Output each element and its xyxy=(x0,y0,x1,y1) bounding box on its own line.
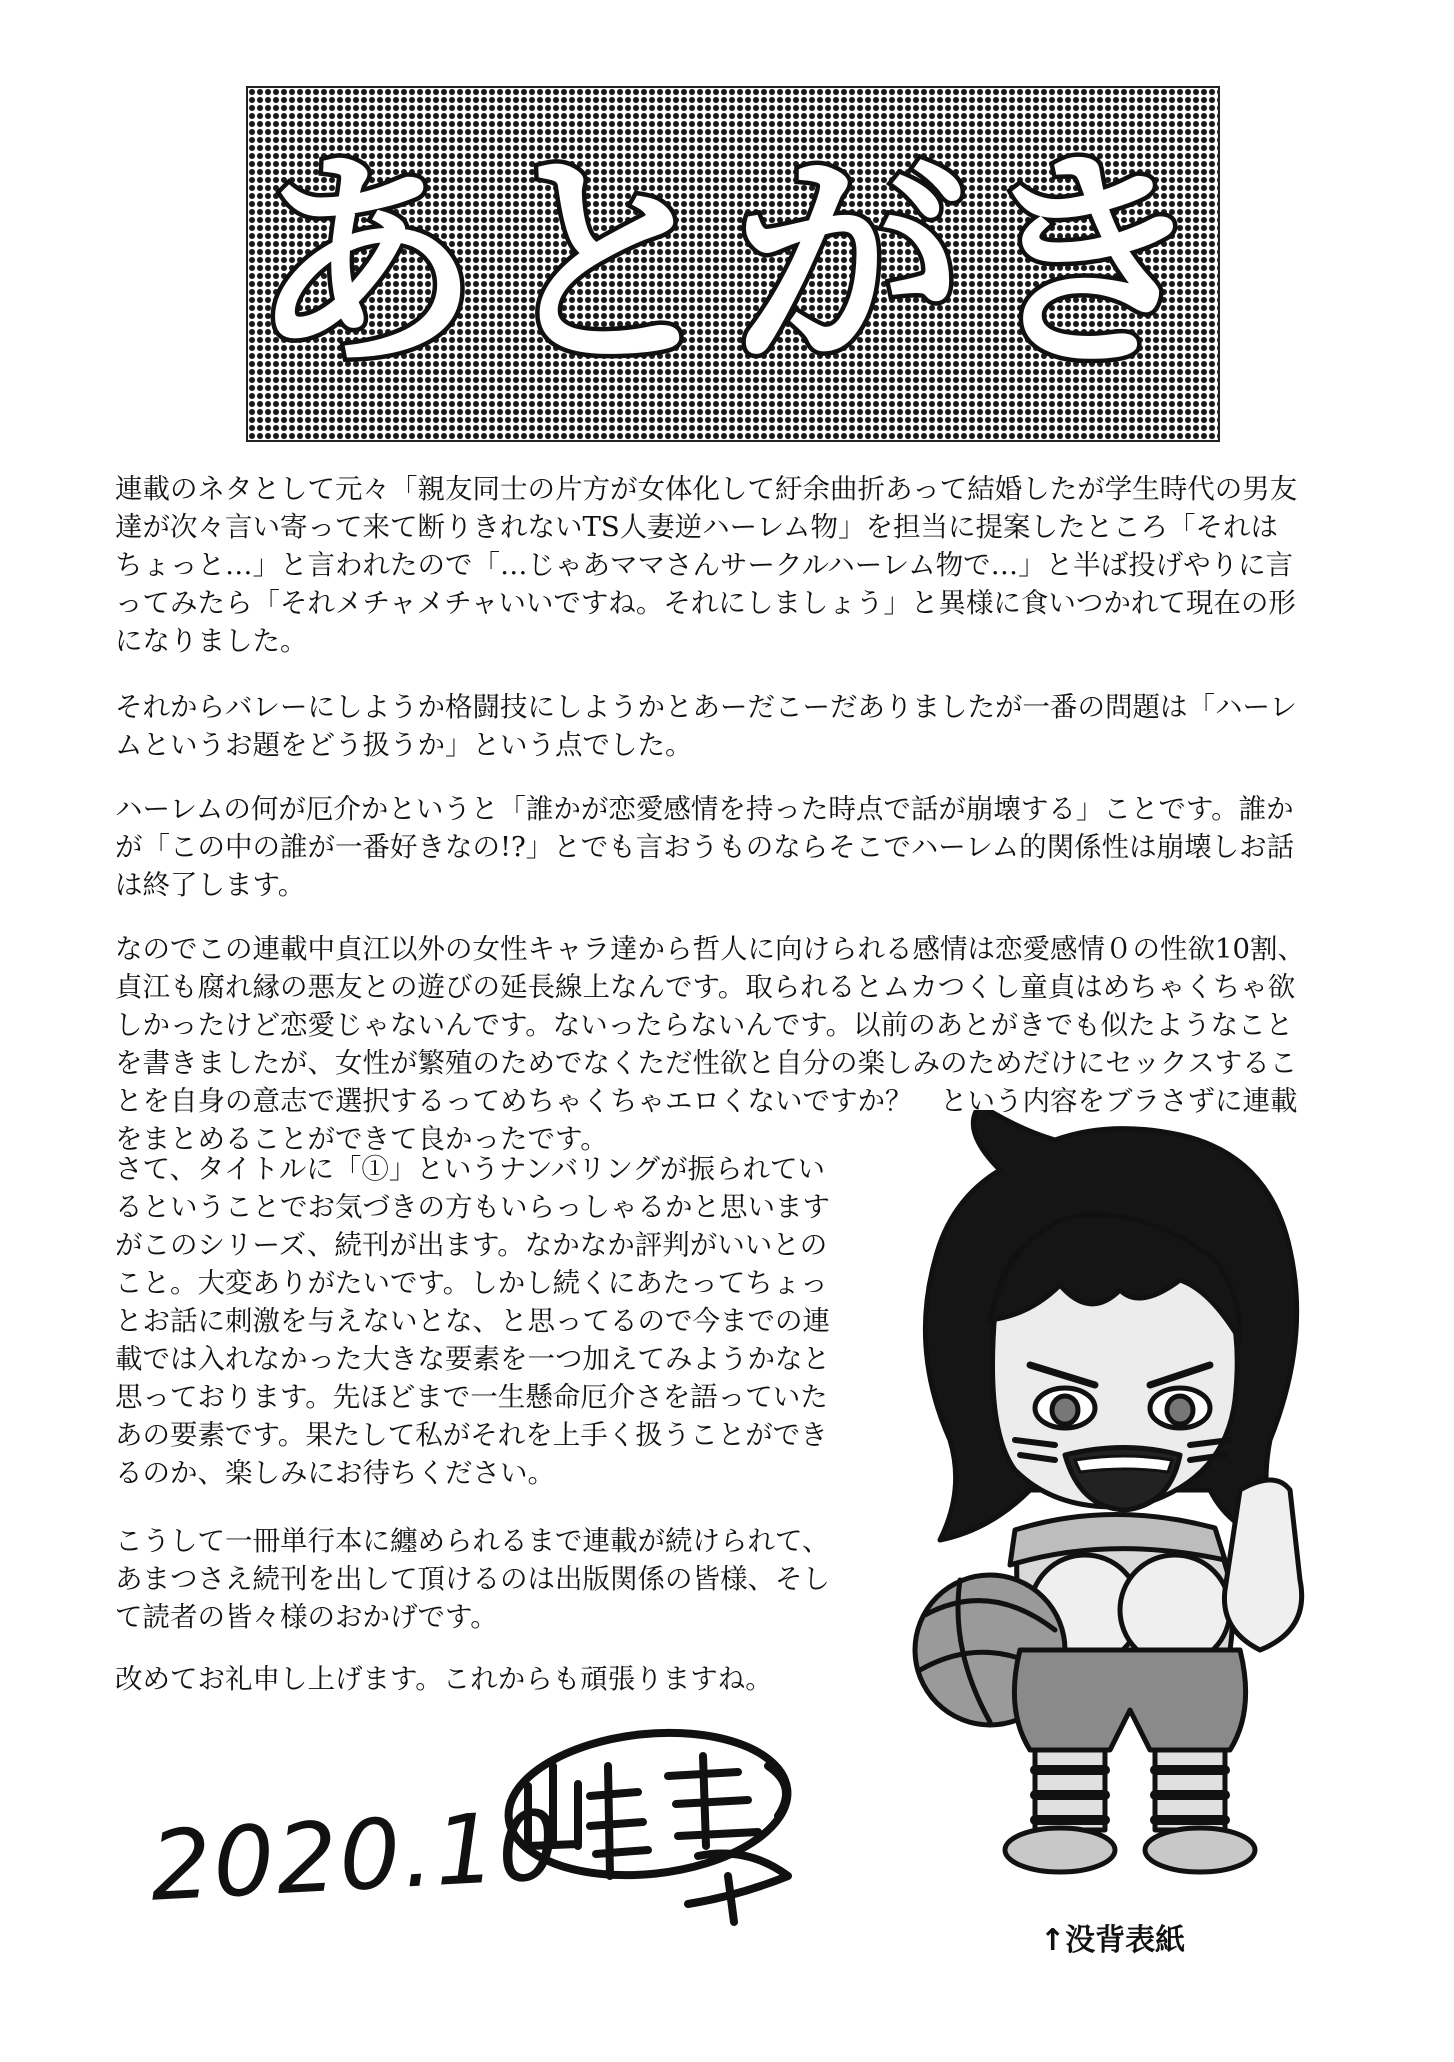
text-line: 連載のネタとして元々「親友同士の片方が女体化して紆余曲折あって結婚したが学生時代の男友 xyxy=(115,473,1298,505)
text-line: て読者の皆々様のおかげです。 xyxy=(115,1601,498,1633)
text-line: になりました。 xyxy=(115,625,308,657)
text-line: がこのシリーズ、続刊が出ます。なかなか評判がいいとの xyxy=(115,1229,828,1261)
page-title: あとがき xyxy=(248,129,1217,399)
paragraph-7 xyxy=(115,1660,773,1698)
text-line: ってみたら「それメチャメチャいいですね。それにしましょう」と異様に食いつかれて現在の形 xyxy=(115,587,1296,619)
text-line: こと。大変ありがたいです。しかし続くにあたってちょっ xyxy=(115,1267,828,1299)
text-line: とを自身の意志で選択するってめちゃくちゃエロくないですか？ という内容をブラさずに連載 xyxy=(115,1085,1298,1117)
text-line: が「この中の誰が一番好きなの!?」とでも言おうものならそこでハーレム的関係性は崩壊しお話 xyxy=(115,831,1295,863)
shorts xyxy=(1014,1650,1245,1750)
text-line: あまつさえ続刊を出して頂けるのは出版関係の皆様、そし xyxy=(115,1563,830,1595)
text-line: しかったけど恋愛じゃないんです。ないったらないんです。以前のあとがきでも似たようなこと xyxy=(115,1009,1294,1041)
text-line: ムというお題をどう扱うか」という点でした。 xyxy=(115,729,693,761)
paragraph-6 xyxy=(115,1522,830,1636)
title-banner xyxy=(246,86,1220,442)
text-line: さて、タイトルに「①」というナンバリングが振られてい xyxy=(115,1153,826,1185)
text-line: 貞江も腐れ縁の悪友との遊びの延長線上なんです。取られるとムカつくし童貞はめちゃくちゃ欲 xyxy=(115,971,1296,1003)
paragraph-3 xyxy=(115,790,1294,904)
text-line: なのでこの連載中貞江以外の女性キャラ達から哲人に向けられる感情は恋愛感情０の性欲10割、 xyxy=(115,933,1305,965)
text-line: あの要素です。果たして私がそれを上手く扱うことができ xyxy=(115,1419,828,1451)
text-line: るということでお気づきの方もいらっしゃるかと思います xyxy=(115,1191,830,1223)
text-line: をまとめることができて良かったです。 xyxy=(115,1123,608,1155)
text-line: 達が次々言い寄って来て断りきれないTS人妻逆ハーレム物」を担当に提案したところ「それは xyxy=(115,511,1279,543)
text-line: 載では入れなかった大きな要素を一つ加えてみようかなと xyxy=(115,1343,830,1375)
text-line: は終了します。 xyxy=(115,869,306,901)
character-illustration xyxy=(880,1110,1350,1910)
date-text: 2020.10 xyxy=(147,1789,564,1923)
text-line: ちょっと…」と言われたので「…じゃあママさんサークルハーレム物で…」と半ば投げやりに言 xyxy=(115,549,1294,581)
illustration-caption: ↑没背表紙 xyxy=(1040,1923,1186,1958)
text-line: 思っております。先ほどまで一生懸命厄介さを語っていた xyxy=(115,1381,828,1413)
hand xyxy=(1224,1480,1301,1650)
text-line: を書きましたが、女性が繁殖のためでなくただ性欲と自分の楽しみのためだけにセックスするこ xyxy=(115,1047,1298,1079)
text-line: それからバレーにしようか格闘技にしようかとあーだこーだありましたが一番の問題は「ハーレ xyxy=(115,691,1297,723)
text-line: こうして一冊単行本に纏められるまで連載が続けられて、 xyxy=(115,1525,830,1557)
signature-image xyxy=(498,1726,858,1926)
paragraph-1 xyxy=(115,470,1297,660)
text-line: 改めてお礼申し上げます。これからも頑張りますね。 xyxy=(115,1663,773,1695)
text-line: とお話に刺激を与えないとな、と思ってるので今までの連 xyxy=(115,1305,830,1337)
paragraph-2 xyxy=(115,688,1297,764)
text-line: ハーレムの何が厄介かというと「誰かが恋愛感情を持った時点で話が崩壊する」ことです。誰か xyxy=(115,793,1294,825)
text-line: るのか、楽しみにお待ちください。 xyxy=(115,1457,555,1489)
paragraph-5 xyxy=(115,1150,830,1492)
